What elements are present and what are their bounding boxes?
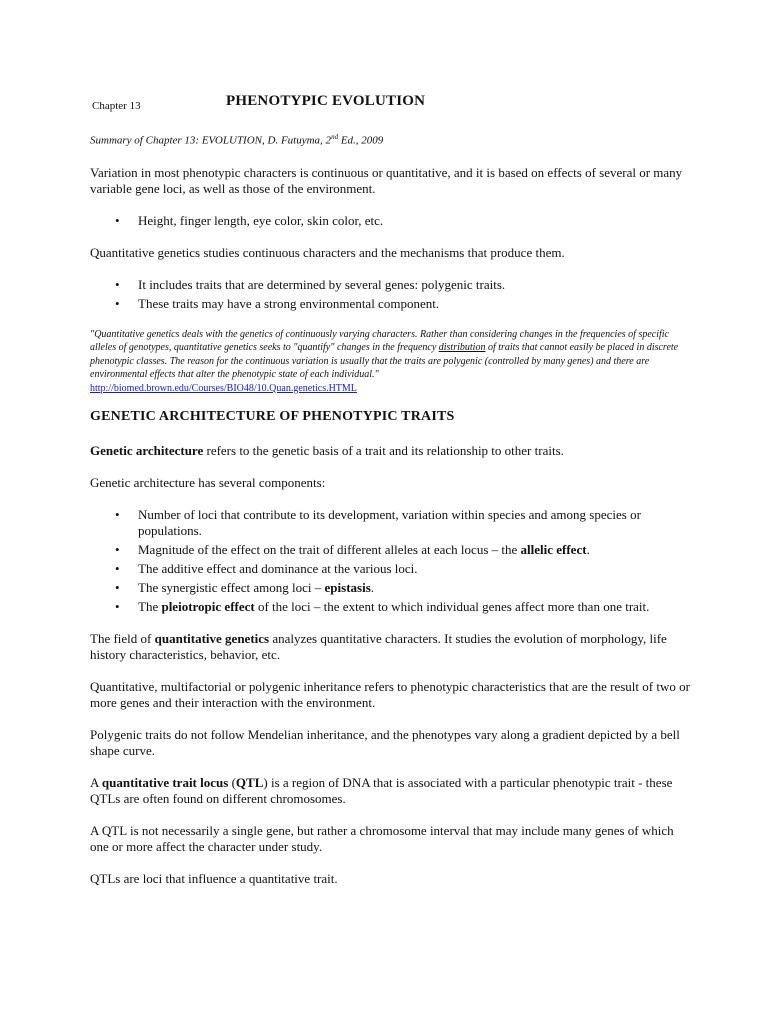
bullet-list-examples [90,213,690,229]
paragraph-text-end: ) is a region of DNA that is associated with a particular phenotypic trait - these QTLs are often found on different chromosomes. [90,775,673,807]
list-item-text-end: . [586,542,590,558]
term-quantitative-genetics: quantitative genetics [154,631,270,647]
paragraph-field [90,631,690,663]
paragraph-components: Genetic architecture has several components: [90,475,326,491]
paragraph-text: The field of [90,631,155,647]
summary-line [90,129,690,149]
list-item: • Height, finger length, eye color, skin color, etc. [138,213,690,229]
quote-source-link[interactable]: http://biomed.brown.edu/Courses/BIO48/10.Quan.genetics.HTML [90,382,357,394]
summary-text: Summary of Chapter 13: EVOLUTION, D. Futuyma, 2 [90,134,332,147]
term-epistasis: epistasis [324,580,371,596]
term-qtl: QTL [235,775,264,791]
list-item-text: The synergistic effect among loci – [138,580,325,596]
page-title: PHENOTYPIC EVOLUTION [226,93,426,109]
chapter-label: Chapter 13 [92,100,141,112]
list-item: • The additive effect and dominance at the various loci. [138,561,690,577]
block-quote [90,328,690,396]
list-item [138,580,690,596]
bullet-list-traits [90,277,690,312]
quote-underlined-word: distribution [438,342,486,354]
list-item: • Number of loci that contribute to its development, variation within species and among species or populations. [138,507,690,539]
quote-text: "Quantitative genetics deals with the genetics of continuously varying characters. Rather than considering changes in the frequencies of specific alleles of genotypes, quantitative genetics seeks to "quantify" changes in the frequency [90,328,669,354]
term-pleiotropic-effect: pleiotropic effect [161,599,255,615]
paragraph-text-mid: ( [228,775,236,791]
list-item [138,599,690,615]
document-content [90,93,690,903]
paragraph-qtl-interval: A QTL is not necessarily a single gene, but rather a chromosome interval that may include many genes of which one or more affect the character under study. [90,823,674,855]
list-item-text: Magnitude of the effect on the trait of different alleles at each locus – the [138,542,521,558]
paragraph-text-end: analyzes quantitative characters. It studies the evolution of morphology, life history characteristics, behavior, etc. [90,631,667,663]
list-item: • These traits may have a strong environmental component. [138,296,690,312]
paragraph-quantitative-genetics: Quantitative genetics studies continuous characters and the mechanisms that produce them. [90,244,565,260]
list-item: • It includes traits that are determined by several genes: polygenic traits. [138,277,690,293]
summary-superscript: nd [331,133,339,141]
term-quantitative-trait-locus: quantitative trait locus [101,775,229,791]
list-item-text-end: of the loci – the extent to which individual genes affect more than one trait. [254,599,650,615]
bullet-list-components [90,507,690,615]
list-item-text: The [138,599,162,615]
list-item-text-end: . [370,580,375,596]
chapter-header [90,93,690,115]
paragraph-text: A [90,775,102,791]
summary-text-end: Ed., 2009 [338,134,384,147]
paragraph-genetic-architecture [90,443,690,459]
section-heading: GENETIC ARCHITECTURE OF PHENOTYPIC TRAITS [90,409,455,425]
list-item [138,542,690,558]
paragraph-qtl-loci: QTLs are loci that influence a quantitative trait. [90,871,338,887]
paragraph-polygenic: Polygenic traits do not follow Mendelian inheritance, and the phenotypes vary along a gradient depicted by a bell shape curve. [90,727,680,759]
paragraph-inheritance: Quantitative, multifactorial or polygenic inheritance refers to phenotypic characteristics that are the result of two or more genes and their interaction with the environment. [90,679,690,711]
paragraph-variation: Variation in most phenotypic characters is continuous or quantitative, and it is based on effects of several or many variable gene loci, as well as those of the environment. [90,164,683,196]
quote-text-end: of traits that cannot easily be placed in discrete phenotypic classes. The reason for the continuous variation is usually that the traits are polygenic (controlled by many genes) and there are environmental effects that alter the phenotypic state of each individual." [90,342,679,381]
term-genetic-architecture: Genetic architecture [90,443,204,459]
paragraph-qtl-definition [90,775,690,807]
definition-text: refers to the genetic basis of a trait and its relationship to other traits. [203,443,564,459]
term-allelic-effect: allelic effect [520,542,587,558]
